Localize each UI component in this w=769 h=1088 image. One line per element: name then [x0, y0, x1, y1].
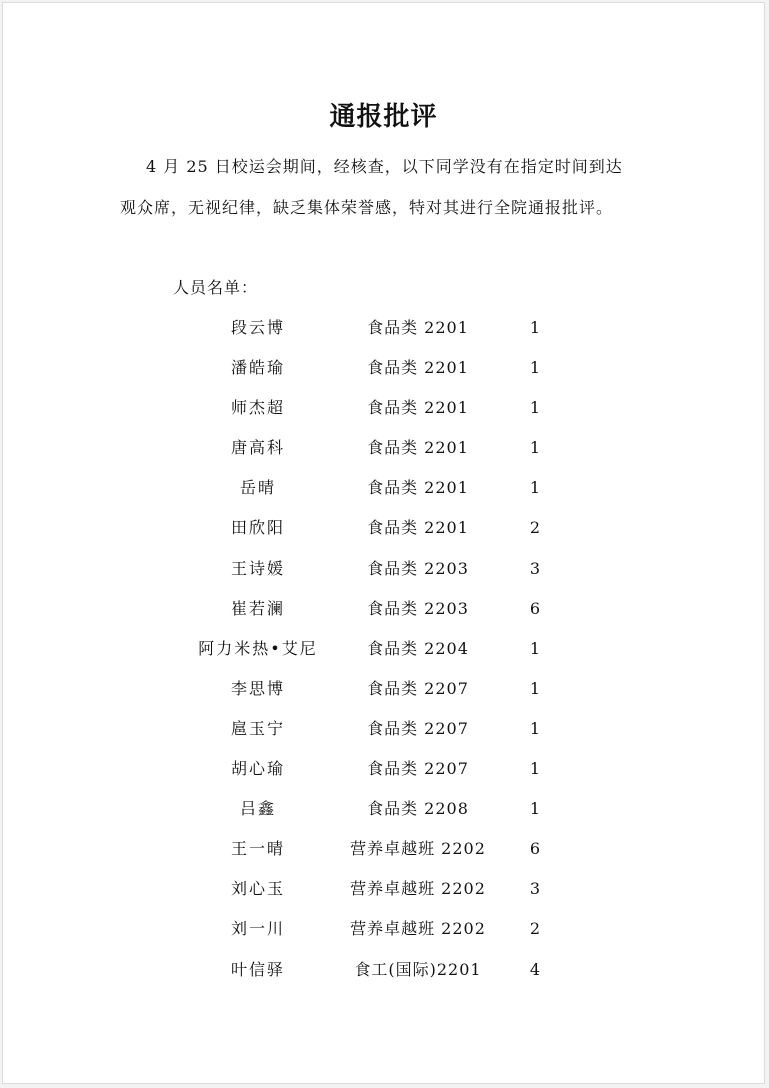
- roster-row: [3, 958, 764, 998]
- roster-row: [3, 757, 764, 797]
- roster-row: [3, 677, 764, 717]
- student-name: 刘心玉: [230, 879, 285, 899]
- intro-paragraph-line-1: 4 月 25 日校运会期间，经核查，以下同学没有在指定时间到达: [146, 157, 623, 176]
- violation-count: 3: [529, 879, 541, 899]
- student-name: 吕鑫: [239, 799, 276, 819]
- intro-paragraph-line-2: 观众席，无视纪律，缺乏集体荣誉感，特对其进行全院通报批评。: [120, 198, 614, 217]
- roster-row: [3, 436, 764, 476]
- student-class: 食品类 2203: [367, 558, 469, 578]
- student-name: 刘一川: [230, 919, 285, 939]
- student-class: 营养卓越班 2202: [350, 919, 486, 939]
- roster-row: [3, 837, 764, 877]
- student-name: 王一晴: [230, 839, 285, 859]
- student-name: 李思博: [230, 678, 285, 698]
- student-name: 师杰超: [230, 398, 285, 418]
- violation-count: 1: [529, 318, 541, 337]
- document-title: 通报批评: [329, 102, 438, 132]
- violation-count: 1: [529, 718, 541, 738]
- student-class: 食品类 2208: [367, 799, 469, 819]
- student-class: 食品类 2207: [367, 678, 469, 698]
- roster-row: [3, 877, 764, 917]
- violation-count: 1: [529, 358, 541, 378]
- student-class: 食品类 2207: [367, 718, 469, 738]
- student-class: 食品类 2201: [367, 478, 469, 498]
- roster-row: [3, 597, 764, 637]
- violation-count: 1: [529, 759, 541, 779]
- student-class: 食品类 2201: [367, 318, 469, 337]
- student-class: 食工(国际)2201: [354, 959, 482, 979]
- violation-count: 4: [529, 959, 541, 979]
- student-name: 崔若澜: [230, 598, 285, 618]
- roster-row: [3, 557, 764, 597]
- student-class: 营养卓越班 2202: [350, 839, 486, 859]
- violation-count: 1: [529, 638, 541, 658]
- violation-count: 6: [529, 839, 541, 859]
- violation-count: 3: [529, 558, 541, 578]
- violation-count: 1: [529, 678, 541, 698]
- roster-row: [3, 917, 764, 957]
- roster-row: [3, 396, 764, 436]
- student-name: 扈玉宁: [230, 718, 285, 738]
- roster-row: [3, 476, 764, 516]
- document-page: [2, 2, 765, 1084]
- student-name: 叶信驿: [230, 959, 285, 979]
- student-name: 段云博: [230, 318, 285, 337]
- roster-row: [3, 797, 764, 837]
- student-name: 王诗媛: [230, 558, 285, 578]
- roster-row: [3, 516, 764, 556]
- violation-count: 1: [529, 799, 541, 819]
- student-name: 潘皓瑜: [230, 358, 285, 378]
- student-class: 营养卓越班 2202: [350, 879, 486, 899]
- roster-list: [3, 316, 764, 998]
- roster-row: [3, 316, 764, 356]
- student-class: 食品类 2201: [367, 358, 469, 378]
- violation-count: 2: [529, 919, 541, 939]
- student-name: 田欣阳: [230, 518, 285, 538]
- student-name: 胡心瑜: [230, 759, 285, 779]
- violation-count: 1: [529, 438, 541, 458]
- violation-count: 1: [529, 398, 541, 418]
- violation-count: 6: [529, 598, 541, 618]
- roster-label: 人员名单：: [173, 278, 259, 297]
- student-class: 食品类 2207: [367, 759, 469, 779]
- roster-row: [3, 717, 764, 757]
- student-name: 岳晴: [239, 478, 276, 498]
- violation-count: 1: [529, 478, 541, 498]
- roster-row: [3, 356, 764, 396]
- student-class: 食品类 2204: [367, 638, 469, 658]
- student-class: 食品类 2201: [367, 398, 469, 418]
- student-class: 食品类 2201: [367, 518, 469, 538]
- student-name: 阿力米热•艾尼: [198, 638, 318, 658]
- violation-count: 2: [529, 518, 541, 538]
- student-name: 唐高科: [230, 438, 285, 458]
- student-class: 食品类 2203: [367, 598, 469, 618]
- roster-row: [3, 637, 764, 677]
- student-class: 食品类 2201: [367, 438, 469, 458]
